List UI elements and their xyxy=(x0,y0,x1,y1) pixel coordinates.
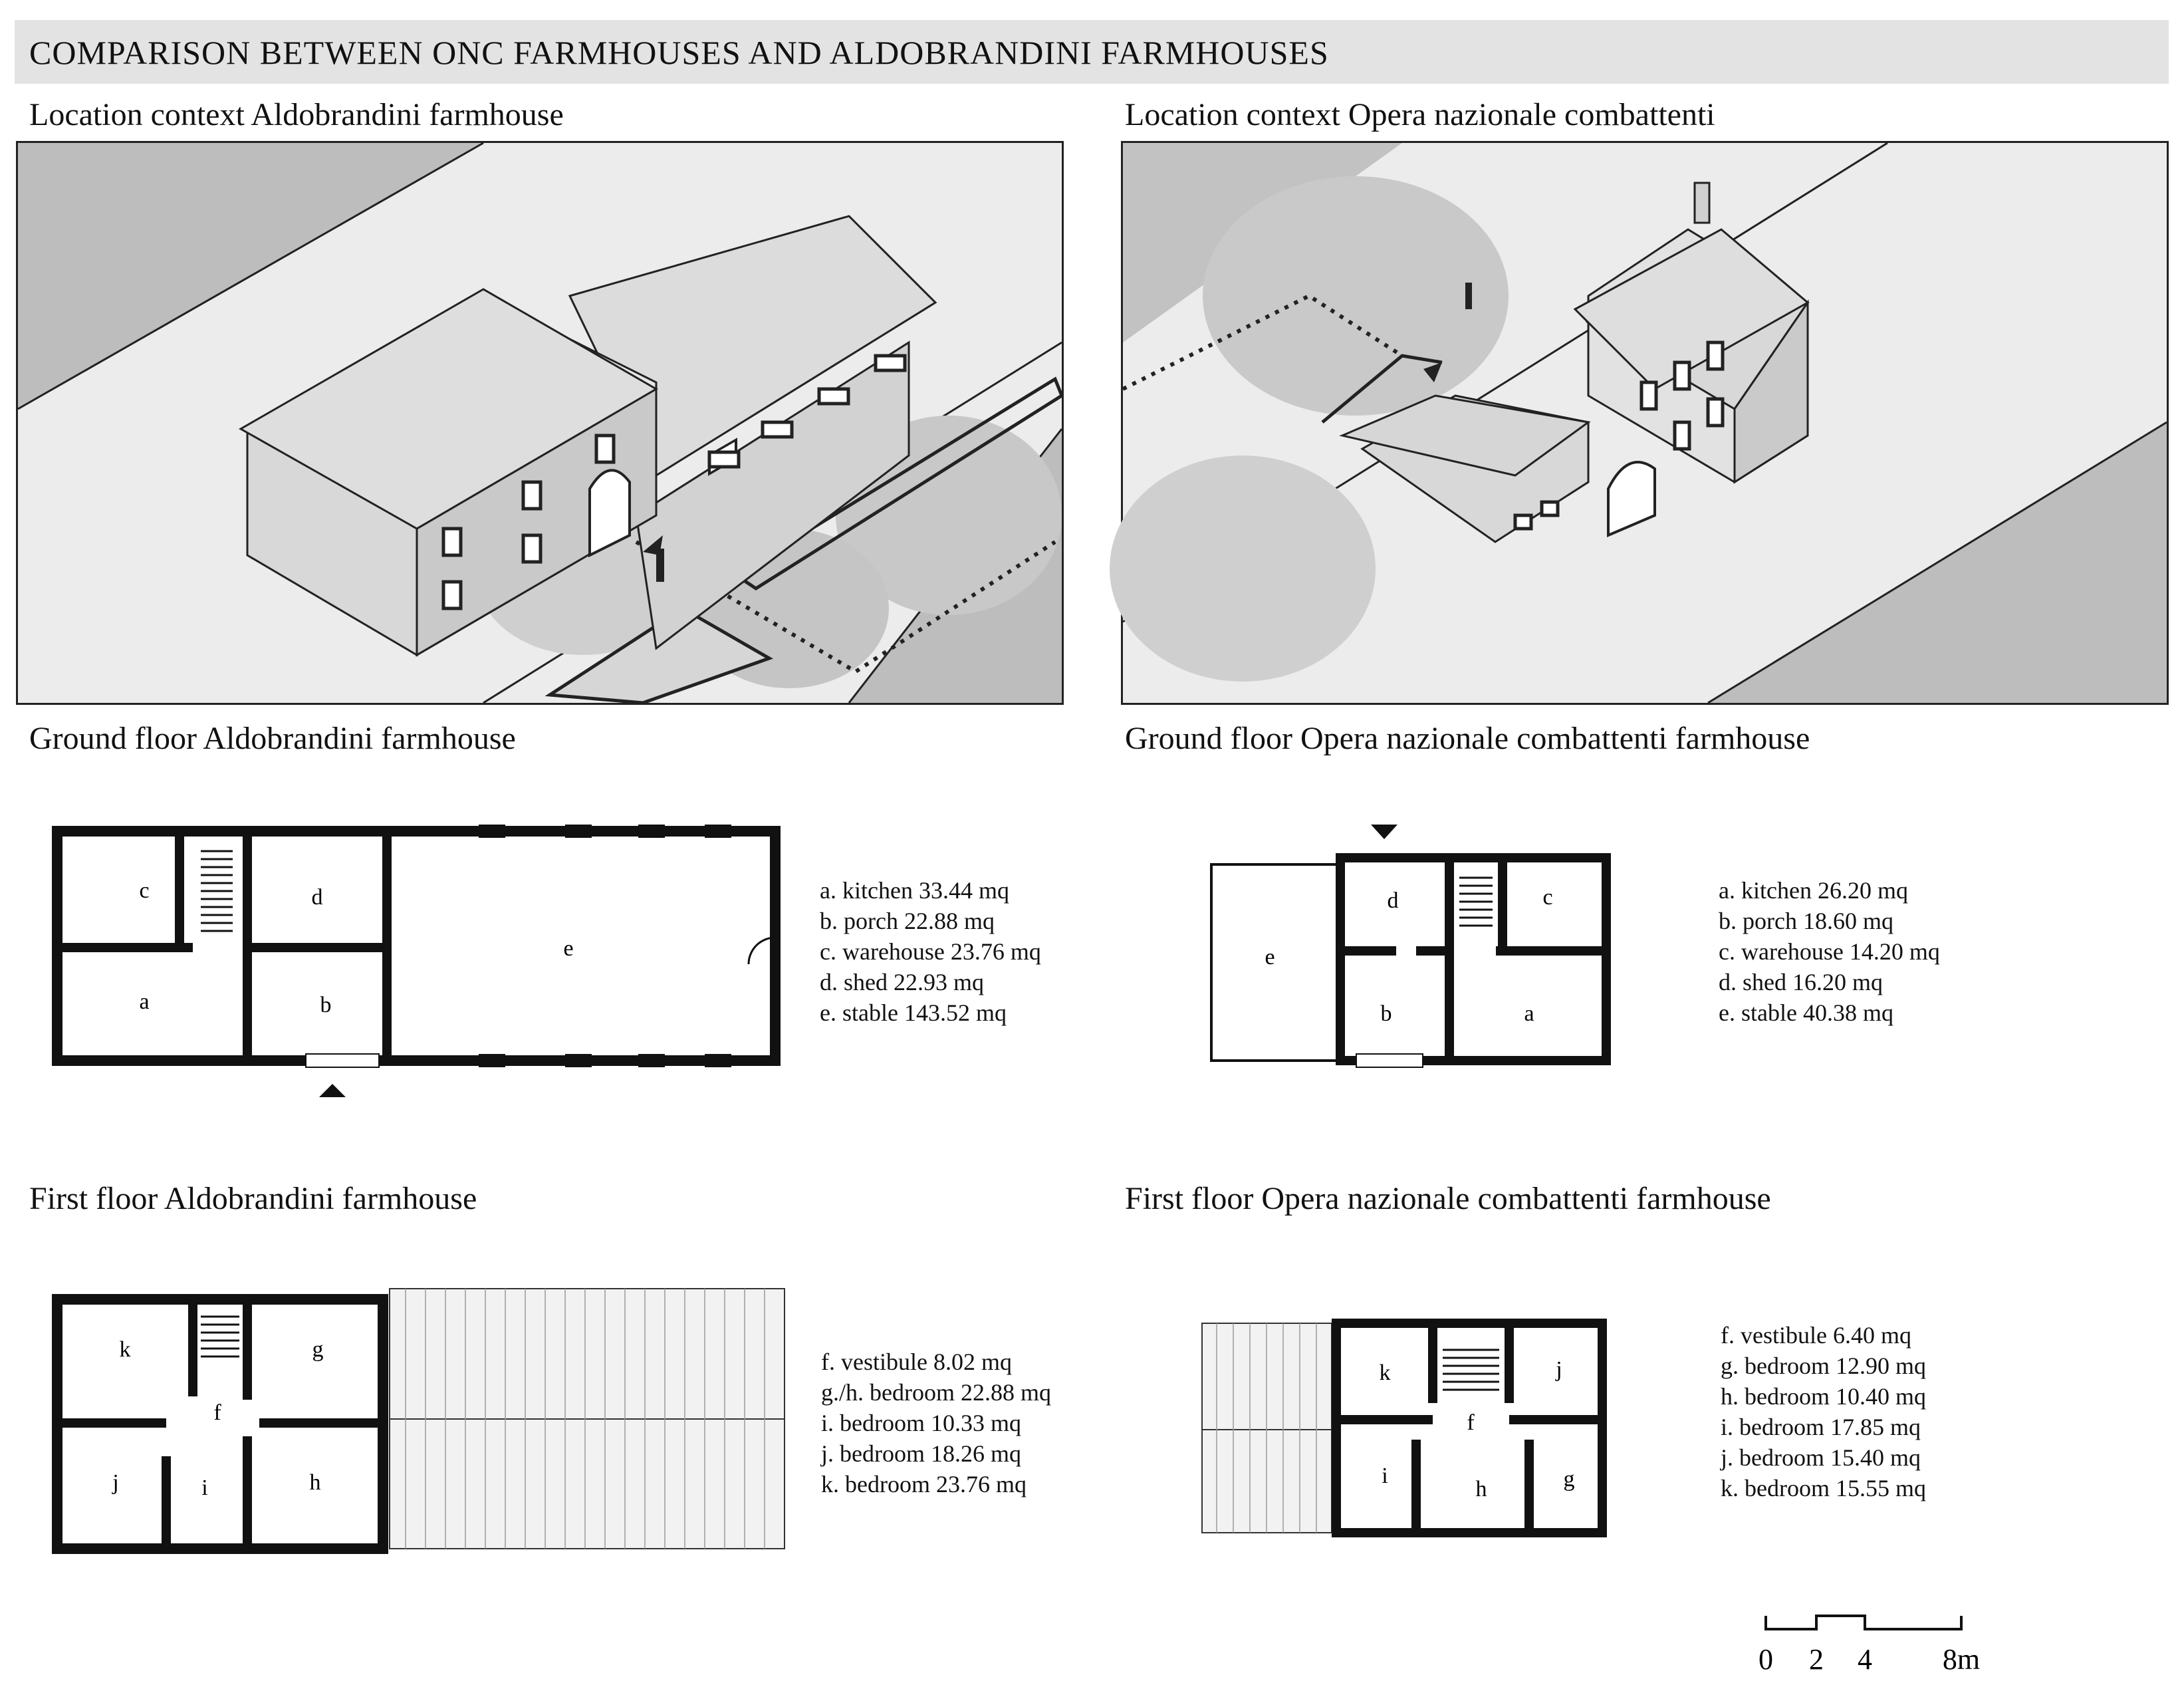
room-label-d: d xyxy=(1387,888,1399,913)
scale-bar xyxy=(1759,1603,1981,1676)
room-label-k: k xyxy=(1379,1360,1391,1385)
legend-item: e. stable 40.38 mq xyxy=(1719,999,1893,1026)
legend-groundfloor-aldobrandini xyxy=(820,875,1041,1028)
room-label-c: c xyxy=(1542,885,1553,910)
room-label-j: j xyxy=(112,1470,119,1495)
heading-groundfloor-onc: Ground floor Opera nazionale combattenti farmhouse xyxy=(1125,721,1810,756)
room-label-e: e xyxy=(1265,945,1275,970)
room-label-d: d xyxy=(311,885,323,910)
legend-item: j. bedroom 18.26 mq xyxy=(821,1440,1021,1467)
room-label-g: g xyxy=(1563,1467,1575,1491)
legend-item: a. kitchen 33.44 mq xyxy=(820,877,1009,904)
location-illustration-onc xyxy=(1121,141,2169,705)
room-label-k: k xyxy=(119,1337,131,1362)
scale-tick-label: 4 xyxy=(1858,1643,1872,1676)
room-label-f: f xyxy=(213,1400,221,1425)
legend-item: c. warehouse 14.20 mq xyxy=(1719,938,1940,965)
room-label-b: b xyxy=(320,993,332,1017)
legend-item: i. bedroom 10.33 mq xyxy=(821,1410,1021,1436)
heading-firstfloor-aldobrandini: First floor Aldobrandini farmhouse xyxy=(29,1181,477,1216)
room-label-h: h xyxy=(309,1470,321,1495)
scale-tick-label: 0 xyxy=(1759,1643,1773,1676)
legend-item: b. porch 18.60 mq xyxy=(1719,908,1893,934)
person-figure xyxy=(1465,283,1472,309)
heading-groundfloor-aldobrandini: Ground floor Aldobrandini farmhouse xyxy=(29,721,516,756)
legend-item: e. stable 143.52 mq xyxy=(820,999,1007,1026)
room-label-a: a xyxy=(1524,1001,1534,1026)
tree-canopy xyxy=(1110,455,1376,682)
firstfloor-plan-onc xyxy=(1197,1310,1622,1549)
scale-tick-label: 2 xyxy=(1809,1643,1824,1676)
legend-firstfloor-onc xyxy=(1721,1320,1926,1503)
legend-groundfloor-onc xyxy=(1719,875,1940,1028)
heading-location-onc: Location context Opera nazionale combattenti xyxy=(1125,97,1715,132)
room-label-i: i xyxy=(1382,1464,1388,1488)
entrance-arrow-icon xyxy=(1371,825,1397,839)
legend-item: c. warehouse 23.76 mq xyxy=(820,938,1041,965)
room-label-h: h xyxy=(1475,1477,1487,1501)
room-label-b: b xyxy=(1380,1001,1392,1026)
legend-item: i. bedroom 17.85 mq xyxy=(1721,1414,1921,1440)
room-label-i: i xyxy=(201,1476,208,1500)
heading-firstfloor-onc: First floor Opera nazionale combattenti farmhouse xyxy=(1125,1181,1771,1216)
room-label-e: e xyxy=(563,936,574,961)
legend-item: d. shed 22.93 mq xyxy=(820,969,984,995)
scale-tick-label: 8m xyxy=(1942,1643,1981,1676)
legend-firstfloor-aldobrandini xyxy=(821,1347,1051,1499)
legend-item: j. bedroom 15.40 mq xyxy=(1721,1444,1921,1471)
tree-canopy xyxy=(1203,176,1509,416)
entrance-arrow-icon xyxy=(319,1084,346,1097)
firstfloor-plan-aldobrandini xyxy=(47,1283,791,1563)
heading-location-aldobrandini: Location context Aldobrandini farmhouse xyxy=(29,97,564,132)
page-title: COMPARISON BETWEEN ONC FARMHOUSES AND ALDOBRANDINI FARMHOUSES xyxy=(29,34,1329,71)
groundfloor-plan-onc xyxy=(1197,818,1622,1084)
room-label-f: f xyxy=(1467,1410,1475,1435)
room-label-g: g xyxy=(312,1337,324,1362)
room-label-c: c xyxy=(139,878,150,903)
legend-item: d. shed 16.20 mq xyxy=(1719,969,1883,995)
legend-item: g./h. bedroom 22.88 mq xyxy=(821,1379,1051,1406)
chimney xyxy=(1695,183,1709,223)
legend-item: b. porch 22.88 mq xyxy=(820,908,995,934)
onc-isometric-drawing xyxy=(1123,143,2167,703)
legend-item: f. vestibule 6.40 mq xyxy=(1721,1322,1911,1349)
legend-item: h. bedroom 10.40 mq xyxy=(1721,1383,1926,1410)
legend-item: f. vestibule 8.02 mq xyxy=(821,1349,1012,1375)
room-label-a: a xyxy=(139,989,150,1014)
legend-item: k. bedroom 23.76 mq xyxy=(821,1471,1027,1497)
legend-item: k. bedroom 15.55 mq xyxy=(1721,1475,1926,1501)
room-label-j: j xyxy=(1556,1357,1562,1382)
location-illustration-aldobrandini xyxy=(16,141,1064,705)
aldobrandini-isometric-drawing xyxy=(18,143,1062,703)
legend-item: a. kitchen 26.20 mq xyxy=(1719,877,1908,904)
legend-item: g. bedroom 12.90 mq xyxy=(1721,1353,1926,1379)
groundfloor-plan-aldobrandini xyxy=(47,818,798,1124)
